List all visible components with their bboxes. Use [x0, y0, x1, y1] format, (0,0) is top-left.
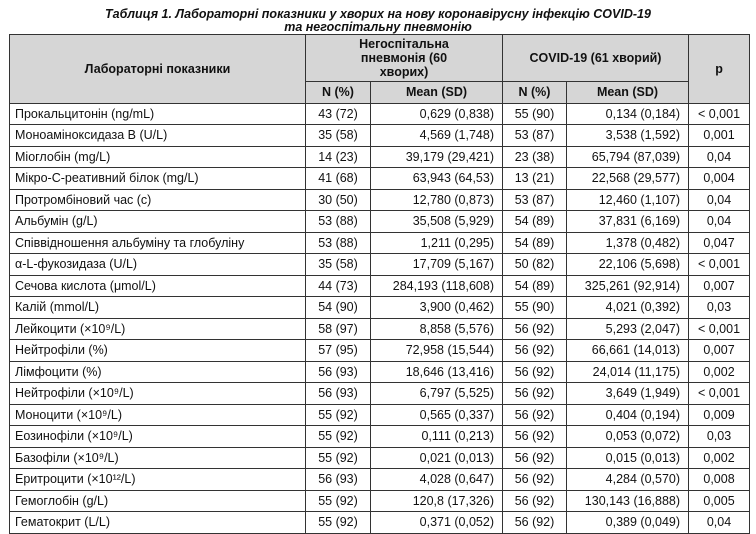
- indicator-name-cell: Нейтрофіли (×10⁹/L): [10, 383, 306, 405]
- table-row: [10, 254, 750, 276]
- p-value-cell: 0,007: [689, 340, 750, 362]
- indicator-name-cell: Прокальцитонін (ng/mL): [10, 103, 306, 125]
- pneumonia-mean-cell: 0,565 (0,337): [371, 404, 503, 426]
- covid-n-cell: 56 (92): [503, 469, 567, 491]
- pneumonia-n-cell: 58 (97): [306, 318, 371, 340]
- covid-n-cell: 50 (82): [503, 254, 567, 276]
- table-row: [10, 383, 750, 405]
- covid-n-cell: 54 (89): [503, 275, 567, 297]
- table-row: [10, 447, 750, 469]
- header-covid19: COVID-19 (61 хворий): [503, 35, 689, 82]
- covid-mean-cell: 12,460 (1,107): [567, 189, 689, 211]
- pneumonia-mean-cell: 3,900 (0,462): [371, 297, 503, 319]
- table-row: [10, 361, 750, 383]
- indicator-name-cell: Моноцити (×10⁹/L): [10, 404, 306, 426]
- indicator-name-cell: Калій (mmol/L): [10, 297, 306, 319]
- indicator-name-cell: Міоглобін (mg/L): [10, 146, 306, 168]
- pneumonia-n-cell: 54 (90): [306, 297, 371, 319]
- p-value-cell: 0,04: [689, 146, 750, 168]
- covid-mean-cell: 3,649 (1,949): [567, 383, 689, 405]
- pneumonia-mean-cell: 39,179 (29,421): [371, 146, 503, 168]
- p-value-cell: < 0,001: [689, 103, 750, 125]
- pneumonia-n-cell: 43 (72): [306, 103, 371, 125]
- covid-mean-cell: 22,106 (5,698): [567, 254, 689, 276]
- p-value-cell: 0,009: [689, 404, 750, 426]
- lab-indicators-table: [9, 34, 750, 534]
- pneumonia-mean-cell: 0,629 (0,838): [371, 103, 503, 125]
- covid-n-cell: 56 (92): [503, 426, 567, 448]
- header-n-pct-2: N (%): [503, 82, 567, 104]
- table-row: [10, 103, 750, 125]
- p-value-cell: 0,004: [689, 168, 750, 190]
- table-row: [10, 512, 750, 534]
- table-row: [10, 340, 750, 362]
- pneumonia-mean-cell: 17,709 (5,167): [371, 254, 503, 276]
- covid-mean-cell: 0,389 (0,049): [567, 512, 689, 534]
- header-mean-sd-2: Mean (SD): [567, 82, 689, 104]
- caption-line-1: Таблиця 1. Лабораторні показники у хворих на нову коронавірусну інфекцію COVID-19: [105, 7, 651, 21]
- indicator-name-cell: Гематокрит (L/L): [10, 512, 306, 534]
- indicator-name-cell: Еозинофіли (×10⁹/L): [10, 426, 306, 448]
- p-value-cell: 0,002: [689, 361, 750, 383]
- covid-mean-cell: 4,284 (0,570): [567, 469, 689, 491]
- p-value-cell: 0,002: [689, 447, 750, 469]
- covid-n-cell: 53 (87): [503, 189, 567, 211]
- pneumonia-mean-cell: 4,028 (0,647): [371, 469, 503, 491]
- pneumonia-n-cell: 41 (68): [306, 168, 371, 190]
- p-value-cell: 0,047: [689, 232, 750, 254]
- covid-n-cell: 56 (92): [503, 447, 567, 469]
- table-row: [10, 490, 750, 512]
- covid-n-cell: 54 (89): [503, 232, 567, 254]
- table-row: [10, 211, 750, 233]
- covid-mean-cell: 0,404 (0,194): [567, 404, 689, 426]
- pneumonia-mean-cell: 284,193 (118,608): [371, 275, 503, 297]
- covid-n-cell: 56 (92): [503, 361, 567, 383]
- indicator-name-cell: Еритроцити (×10¹²/L): [10, 469, 306, 491]
- indicator-name-cell: Моноаміноксидаза В (U/L): [10, 125, 306, 147]
- covid-mean-cell: 3,538 (1,592): [567, 125, 689, 147]
- pneumonia-n-cell: 53 (88): [306, 211, 371, 233]
- p-value-cell: 0,008: [689, 469, 750, 491]
- table-row: [10, 297, 750, 319]
- p-value-cell: 0,04: [689, 512, 750, 534]
- table-row: [10, 125, 750, 147]
- pneumonia-n-cell: 53 (88): [306, 232, 371, 254]
- pneumonia-mean-cell: 35,508 (5,929): [371, 211, 503, 233]
- covid-mean-cell: 1,378 (0,482): [567, 232, 689, 254]
- indicator-name-cell: Сечова кислота (μmol/L): [10, 275, 306, 297]
- covid-mean-cell: 0,134 (0,184): [567, 103, 689, 125]
- pneumonia-n-cell: 57 (95): [306, 340, 371, 362]
- header-community-pneumonia: Негоспітальна пневмонія (60 хворих): [306, 35, 503, 82]
- covid-n-cell: 13 (21): [503, 168, 567, 190]
- pneumonia-n-cell: 55 (92): [306, 404, 371, 426]
- table-row: [10, 404, 750, 426]
- pneumonia-n-cell: 56 (93): [306, 361, 371, 383]
- table-caption: [0, 0, 756, 34]
- indicator-name-cell: Лімфоцити (%): [10, 361, 306, 383]
- table-row: [10, 275, 750, 297]
- covid-n-cell: 23 (38): [503, 146, 567, 168]
- table-body: [10, 103, 750, 533]
- covid-mean-cell: 22,568 (29,577): [567, 168, 689, 190]
- pneumonia-n-cell: 35 (58): [306, 125, 371, 147]
- covid-mean-cell: 0,053 (0,072): [567, 426, 689, 448]
- header-row-1: [10, 35, 750, 82]
- p-value-cell: < 0,001: [689, 383, 750, 405]
- covid-n-cell: 56 (92): [503, 512, 567, 534]
- indicator-name-cell: Мікро-С-реативний білок (mg/L): [10, 168, 306, 190]
- pneumonia-n-cell: 56 (93): [306, 469, 371, 491]
- covid-mean-cell: 24,014 (11,175): [567, 361, 689, 383]
- header-p: р: [689, 35, 750, 104]
- covid-n-cell: 56 (92): [503, 318, 567, 340]
- covid-n-cell: 56 (92): [503, 383, 567, 405]
- pneumonia-n-cell: 55 (92): [306, 490, 371, 512]
- indicator-name-cell: Гемоглобін (g/L): [10, 490, 306, 512]
- covid-mean-cell: 4,021 (0,392): [567, 297, 689, 319]
- table-row: [10, 318, 750, 340]
- table-row: [10, 469, 750, 491]
- indicator-name-cell: Лейкоцити (×10⁹/L): [10, 318, 306, 340]
- indicator-name-cell: Альбумін (g/L): [10, 211, 306, 233]
- covid-mean-cell: 65,794 (87,039): [567, 146, 689, 168]
- pneumonia-mean-cell: 8,858 (5,576): [371, 318, 503, 340]
- header-n-pct-1: N (%): [306, 82, 371, 104]
- pneumonia-n-cell: 14 (23): [306, 146, 371, 168]
- table-row: [10, 189, 750, 211]
- table-row: [10, 232, 750, 254]
- pneumonia-mean-cell: 0,021 (0,013): [371, 447, 503, 469]
- pneumonia-n-cell: 55 (92): [306, 447, 371, 469]
- covid-n-cell: 56 (92): [503, 340, 567, 362]
- pneumonia-n-cell: 55 (92): [306, 426, 371, 448]
- p-value-cell: 0,03: [689, 297, 750, 319]
- covid-mean-cell: 5,293 (2,047): [567, 318, 689, 340]
- covid-mean-cell: 66,661 (14,013): [567, 340, 689, 362]
- pneumonia-mean-cell: 1,211 (0,295): [371, 232, 503, 254]
- pneumonia-n-cell: 55 (92): [306, 512, 371, 534]
- covid-mean-cell: 0,015 (0,013): [567, 447, 689, 469]
- covid-n-cell: 56 (92): [503, 490, 567, 512]
- p-value-cell: < 0,001: [689, 254, 750, 276]
- p-value-cell: 0,005: [689, 490, 750, 512]
- pneumonia-n-cell: 35 (58): [306, 254, 371, 276]
- pneumonia-mean-cell: 0,371 (0,052): [371, 512, 503, 534]
- covid-mean-cell: 130,143 (16,888): [567, 490, 689, 512]
- p-value-cell: < 0,001: [689, 318, 750, 340]
- indicator-name-cell: Протромбіновий час (с): [10, 189, 306, 211]
- covid-n-cell: 56 (92): [503, 404, 567, 426]
- p-value-cell: 0,007: [689, 275, 750, 297]
- p-value-cell: 0,04: [689, 211, 750, 233]
- p-value-cell: 0,03: [689, 426, 750, 448]
- p-value-cell: 0,04: [689, 189, 750, 211]
- indicator-name-cell: Базофіли (×10⁹/L): [10, 447, 306, 469]
- caption-line-2: та негоспітальну пневмонію: [284, 20, 472, 34]
- pneumonia-mean-cell: 63,943 (64,53): [371, 168, 503, 190]
- header-indicators: Лабораторні показники: [10, 35, 306, 104]
- covid-n-cell: 55 (90): [503, 103, 567, 125]
- pneumonia-mean-cell: 6,797 (5,525): [371, 383, 503, 405]
- covid-mean-cell: 325,261 (92,914): [567, 275, 689, 297]
- covid-n-cell: 53 (87): [503, 125, 567, 147]
- header-mean-sd-1: Mean (SD): [371, 82, 503, 104]
- pneumonia-mean-cell: 72,958 (15,544): [371, 340, 503, 362]
- indicator-name-cell: Співвідношення альбуміну та глобуліну: [10, 232, 306, 254]
- pneumonia-mean-cell: 12,780 (0,873): [371, 189, 503, 211]
- pneumonia-n-cell: 56 (93): [306, 383, 371, 405]
- pneumonia-mean-cell: 120,8 (17,326): [371, 490, 503, 512]
- covid-mean-cell: 37,831 (6,169): [567, 211, 689, 233]
- pneumonia-mean-cell: 4,569 (1,748): [371, 125, 503, 147]
- indicator-name-cell: α-L-фукозидаза (U/L): [10, 254, 306, 276]
- covid-n-cell: 54 (89): [503, 211, 567, 233]
- pneumonia-mean-cell: 0,111 (0,213): [371, 426, 503, 448]
- pneumonia-n-cell: 30 (50): [306, 189, 371, 211]
- pneumonia-mean-cell: 18,646 (13,416): [371, 361, 503, 383]
- table-row: [10, 168, 750, 190]
- table-row: [10, 426, 750, 448]
- table-header: [10, 35, 750, 104]
- p-value-cell: 0,001: [689, 125, 750, 147]
- covid-n-cell: 55 (90): [503, 297, 567, 319]
- pneumonia-n-cell: 44 (73): [306, 275, 371, 297]
- table-row: [10, 146, 750, 168]
- indicator-name-cell: Нейтрофіли (%): [10, 340, 306, 362]
